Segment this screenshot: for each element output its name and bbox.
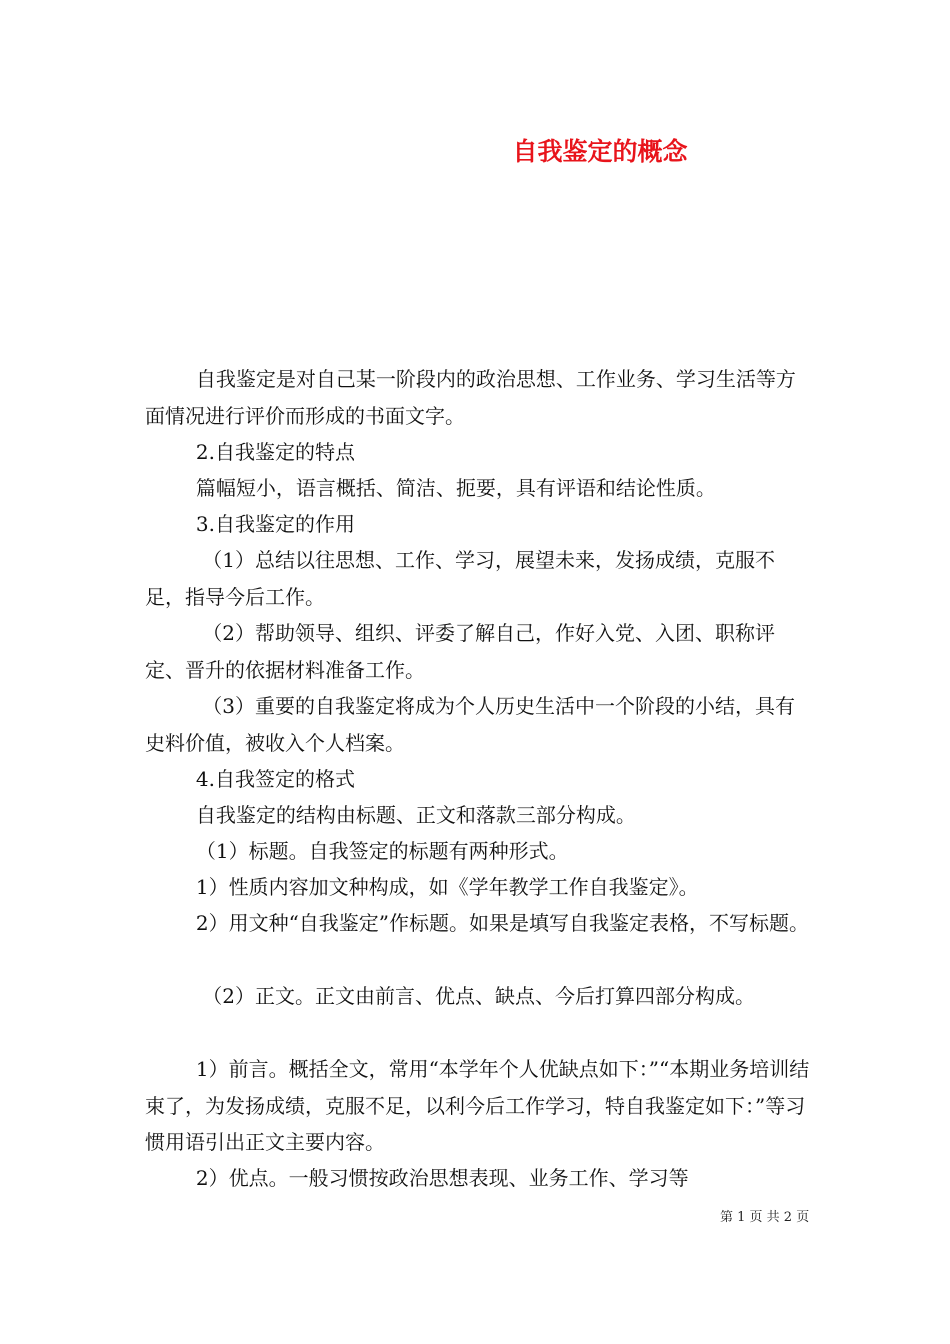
paragraph-function-1: （1）总结以往思想、工作、学习，展望未来，发扬成绩，克服不足，指导今后工作。 bbox=[145, 548, 775, 609]
paragraph-title-form-2: 2）用文种“自我鉴定”作标题。如果是填写自我鉴定表格，不写标题。 bbox=[145, 911, 810, 935]
paragraph-features: 篇幅短小，语言概括、简洁、扼要，具有评语和结论性质。 bbox=[145, 476, 716, 500]
paragraph-title-forms: （1）标题。自我签定的标题有两种形式。 bbox=[145, 839, 569, 863]
paragraph-preface: 1）前言。概括全文，常用“本学年个人优缺点如下：”“本期业务培训结束了，为发扬成绩，克服不足，以利今后工作学习，特自我鉴定如下：”等习惯用语引出正文主要内容。 bbox=[145, 1057, 810, 1154]
paragraph-strengths: 2）优点。一般习惯按政治思想表现、业务工作、学习等 bbox=[145, 1166, 689, 1190]
document-title: 自我鉴定的概念 bbox=[512, 137, 688, 166]
paragraph-function-2: （2）帮助领导、组织、评委了解自己，作好入党、入团、职称评定、晋升的依据材料准备工作。 bbox=[145, 621, 775, 682]
paragraph-body-text: （2）正文。正文由前言、优点、缺点、今后打算四部分构成。 bbox=[145, 984, 755, 1008]
section-heading-format: 4.自我签定的格式 bbox=[145, 767, 355, 791]
paragraph-title-form-1: 1）性质内容加文种构成，如《学年教学工作自我鉴定》。 bbox=[145, 875, 699, 899]
paragraph-intro: 自我鉴定是对自己某一阶段内的政治思想、工作业务、学习生活等方面情况进行评价而形成的书面文字。 bbox=[145, 367, 796, 428]
paragraph-structure: 自我鉴定的结构由标题、正文和落款三部分构成。 bbox=[145, 803, 636, 827]
section-heading-features: 2.自我鉴定的特点 bbox=[145, 440, 355, 464]
section-heading-functions: 3.自我鉴定的作用 bbox=[145, 512, 355, 536]
paragraph-function-3: （3）重要的自我鉴定将成为个人历史生活中一个阶段的小结，具有史料价值，被收入个人档案。 bbox=[145, 694, 795, 755]
page-number-footer: 第 1 页 共 2 页 bbox=[720, 1210, 810, 1225]
